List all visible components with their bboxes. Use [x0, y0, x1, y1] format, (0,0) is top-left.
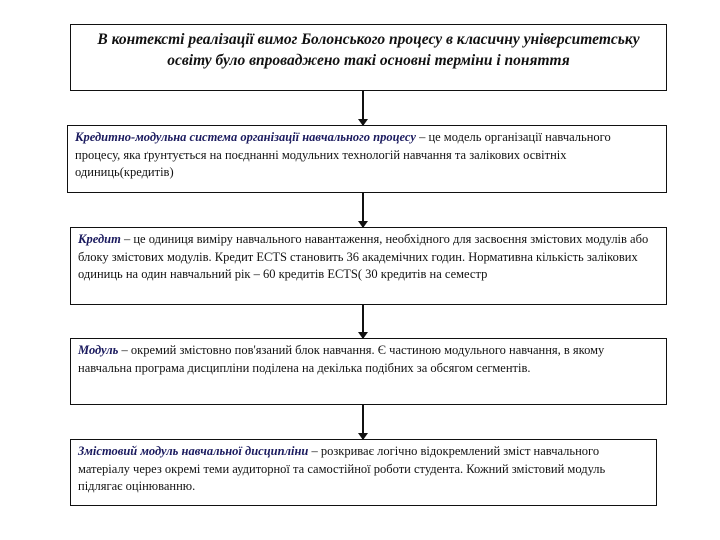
term-label: Кредитно-модульна система організації навчального процесу [75, 130, 416, 144]
term-label: Змістовий модуль навчальної дисципліни [78, 444, 309, 458]
arrow-down-icon [362, 91, 364, 125]
term-definition: – розкриває логічно відокремлений зміст навчального матеріалу через окремі теми аудиторної та самостійної роботи студента. Кожний змістовий модуль підлягає оцінюванню. [78, 444, 606, 493]
diagram-title: В контексті реалізації вимог Болонського процесу в класичну університетську освіту було впроваджено такі основні терміни і поняття [97, 31, 640, 69]
term-definition: – це модель організації навчального процесу, яка ґрунтується на поєднанні модульних технологій навчання та залікових освітніх одиниць(кредитів) [75, 130, 611, 179]
arrow-down-icon [362, 305, 364, 338]
term-box-module [70, 338, 667, 405]
term-box-credit-module-system [67, 125, 667, 193]
term-box-content-module [70, 439, 657, 506]
arrow-down-icon [362, 405, 364, 439]
arrow-down-icon [362, 193, 364, 227]
term-definition: – окремий змістовно пов'язаний блок навчання. Є частиною модульного навчання, в якому навчальна програма дисципліни поділена на декілька подібних за обсягом сегментів. [78, 343, 605, 375]
term-definition: – це одиниця виміру навчального навантаження, необхідного для засвоєння змістових модулів або блоку змістових модулів. Кредит ECTS становить 36 академічних годин. Нормативна кількість залікових одиниць на один навчальний рік – 60 кредитів ECTS( 30 кредитів на семестр [78, 232, 649, 281]
term-label: Модуль [78, 343, 119, 357]
term-label: Кредит [78, 232, 121, 246]
term-box-credit [70, 227, 667, 305]
diagram-title-box [70, 24, 667, 91]
